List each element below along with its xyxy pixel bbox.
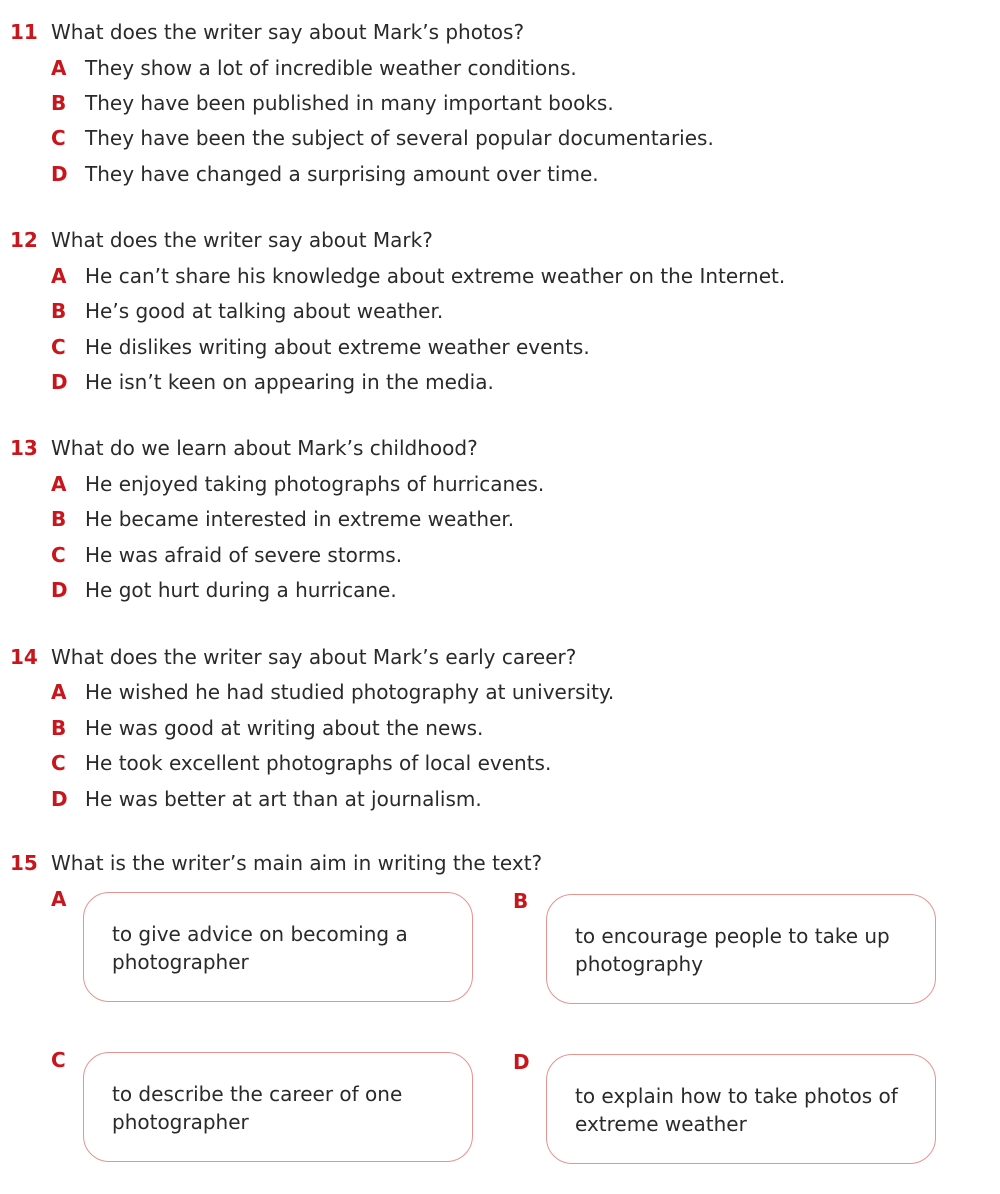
option-letter: D: [51, 578, 68, 602]
option-text: He took excellent photographs of local events.: [85, 751, 552, 775]
question-number: 15: [10, 851, 38, 875]
answer-box[interactable]: [546, 894, 936, 1004]
option-letter: C: [51, 1048, 66, 1072]
option-text: They have been published in many important books.: [85, 91, 614, 115]
option-text: He enjoyed taking photographs of hurricanes.: [85, 472, 545, 496]
question-text: What is the writer’s main aim in writing the text?: [51, 851, 543, 875]
answer-line: to describe the career of one: [112, 1082, 403, 1106]
option-letter: A: [51, 56, 67, 80]
option-text: He dislikes writing about extreme weather events.: [85, 335, 590, 359]
answer-line: to explain how to take photos of: [575, 1084, 898, 1108]
option-letter: D: [51, 787, 68, 811]
option-text: He’s good at talking about weather.: [85, 299, 444, 323]
answer-line: photographer: [112, 950, 249, 974]
option-letter: D: [51, 370, 68, 394]
option-letter: C: [51, 126, 66, 150]
option-letter: C: [51, 335, 66, 359]
answer-box[interactable]: [546, 1054, 936, 1164]
question-text: What do we learn about Mark’s childhood?: [51, 436, 478, 460]
question-number: 12: [10, 228, 38, 252]
option-text: He can’t share his knowledge about extreme weather on the Internet.: [85, 264, 786, 288]
option-letter: D: [51, 162, 68, 186]
option-letter: B: [51, 299, 67, 323]
option-letter: A: [51, 472, 67, 496]
option-text: He got hurt during a hurricane.: [85, 578, 397, 602]
option-text: He became interested in extreme weather.: [85, 507, 515, 531]
answer-line: photography: [575, 952, 704, 976]
question-number: 13: [10, 436, 38, 460]
option-letter: B: [513, 889, 529, 913]
question-text: What does the writer say about Mark?: [51, 228, 433, 252]
answer-line: to encourage people to take up: [575, 924, 890, 948]
option-letter: A: [51, 680, 67, 704]
option-letter: B: [51, 507, 67, 531]
option-letter: D: [513, 1050, 530, 1074]
question-number: 11: [10, 20, 38, 44]
answer-box[interactable]: [83, 1052, 473, 1162]
option-text: He was better at art than at journalism.: [85, 787, 482, 811]
answer-line: extreme weather: [575, 1112, 747, 1136]
option-letter: B: [51, 716, 67, 740]
option-text: He was good at writing about the news.: [85, 716, 484, 740]
answer-line: photographer: [112, 1110, 249, 1134]
option-text: He wished he had studied photography at university.: [85, 680, 615, 704]
option-letter: C: [51, 751, 66, 775]
option-text: They have been the subject of several popular documentaries.: [85, 126, 714, 150]
answer-box[interactable]: [83, 892, 473, 1002]
option-letter: A: [51, 887, 67, 911]
option-letter: B: [51, 91, 67, 115]
option-letter: A: [51, 264, 67, 288]
option-text: He isn’t keen on appearing in the media.: [85, 370, 494, 394]
question-text: What does the writer say about Mark’s early career?: [51, 645, 577, 669]
option-text: They have changed a surprising amount over time.: [85, 162, 599, 186]
question-text: What does the writer say about Mark’s photos?: [51, 20, 525, 44]
option-text: They show a lot of incredible weather conditions.: [85, 56, 577, 80]
answer-line: to give advice on becoming a: [112, 922, 408, 946]
option-text: He was afraid of severe storms.: [85, 543, 403, 567]
option-letter: C: [51, 543, 66, 567]
question-number: 14: [10, 645, 38, 669]
